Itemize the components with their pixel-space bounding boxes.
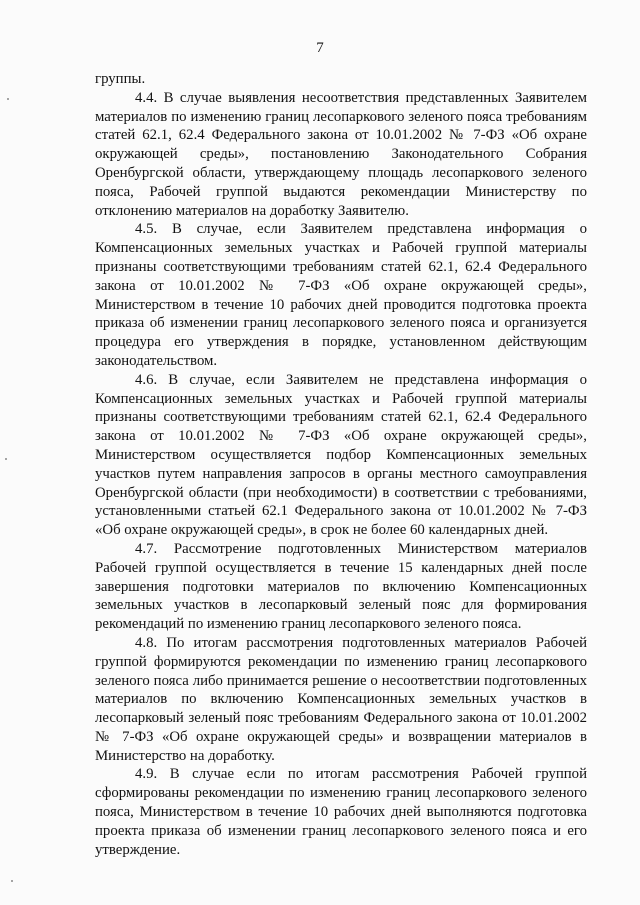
page-number: 7 bbox=[316, 40, 324, 56]
paragraph-4-8: 4.8. По итогам рассмотрения подготовленных материалов Рабочей группой формируются рекомендации по изменению границ лесопаркового зеленого пояса либо принимается решение о несоответствии подготовленных материалов по включению Компенсационных земельных участков в лесопарковый зеленый пояс требованиям Федерального закона от 10.01.2002 № 7-ФЗ «Об охране окружающей среды» и возвращении материалов в Министерство на доработку. bbox=[95, 634, 587, 764]
paragraph-4-4: 4.4. В случае выявления несоответствия представленных Заявителем материалов по изменению границ лесопаркового зеленого пояса требованиям статей 62.1, 62.4 Федерального закона от 10.01.2002 № 7-ФЗ «Об охране окружающей среды», постановлению Законодательного Собрания Оренбургской области, утверждающему площадь лесопаркового зеленого пояса, Рабочей группой выдаются рекомендации Министерству по отклонению материалов на доработку Заявителю. bbox=[95, 89, 587, 219]
document-body bbox=[95, 70, 587, 859]
scan-speck bbox=[11, 880, 13, 882]
paragraph-4-9: 4.9. В случае если по итогам рассмотрения Рабочей группой сформированы рекомендации по изменению границ лесопаркового зеленого пояса, Министерством в течение 10 рабочих дней выполняются подготовка проекта приказа об изменении границ лесопаркового зеленого пояса и его утверждение. bbox=[95, 766, 587, 858]
paragraph-4-7: 4.7. Рассмотрение подготовленных Министерством материалов Рабочей группой осуществляется в течение 15 календарных дней после завершения подготовки материалов по включению Компенсационных земельных участков в лесопарковый зеленый пояс для формирования рекомендаций по изменению границ лесопаркового зеленого пояса. bbox=[95, 540, 587, 633]
paragraph-4-6: 4.6. В случае, если Заявителем не представлена информация о Компенсационных земельных участках и Рабочей группой материалы признаны соответствующими требованиям статей 62.1, 62.4 Федерального закона от 10.01.2002 № 7-ФЗ «Об охране окружающей среды», Министерством осуществляется подбор Компенсационных земельных участков путем направления запросов в органы местного самоуправления Оренбургской области (при необходимости) в соответствии с требованиями, установленными статьей 62.1 Федерального закона от 10.01.2002 № 7-ФЗ «Об охране окружающей среды», в срок не более 60 календарных дней. bbox=[95, 371, 587, 539]
scan-speck bbox=[5, 458, 7, 460]
paragraph-continuation: группы. bbox=[95, 71, 146, 87]
scan-speck bbox=[7, 98, 9, 100]
paragraph-4-5: 4.5. В случае, если Заявителем представлена информация о Компенсационных земельных участках и Рабочей группой материалы признаны соответствующими требованиям статей 62.1, 62.4 Федерального закона от 10.01.2002 № 7-ФЗ «Об охране окружающей среды», Министерством в течение 10 рабочих дней проводится подготовка проекта приказа об изменении границ лесопаркового зеленого пояса и организуется процедура его утверждения в порядке, установленном действующим законодательством. bbox=[95, 221, 587, 369]
